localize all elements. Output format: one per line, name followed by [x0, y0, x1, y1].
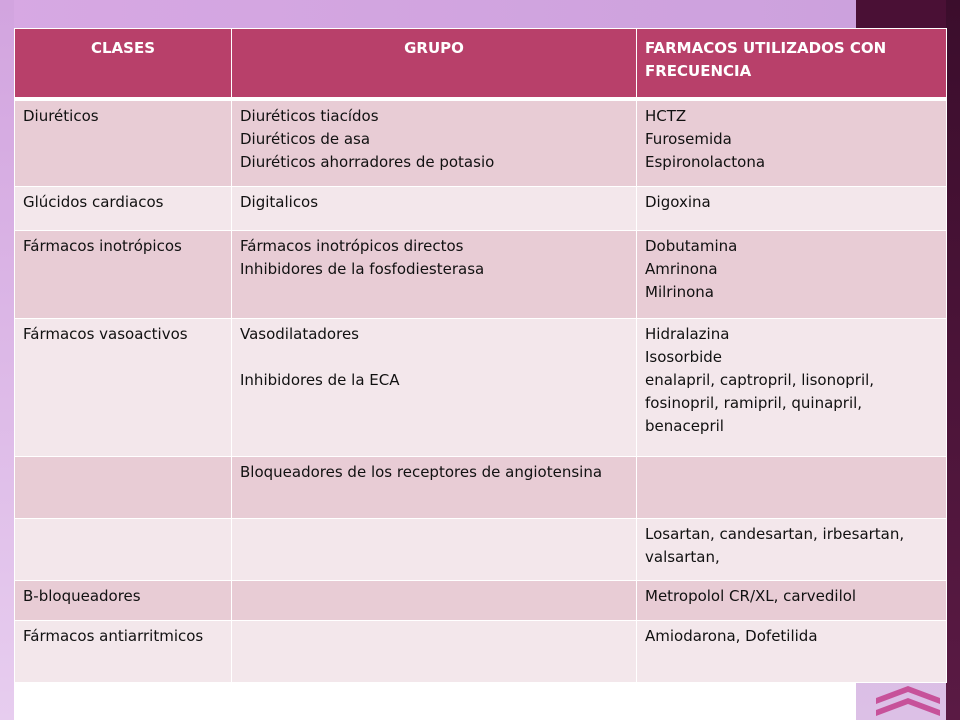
cell-clase: [15, 99, 232, 187]
cell-clase: [15, 231, 232, 319]
cell-spacer: [240, 346, 628, 369]
drug-classes-table: [14, 28, 947, 683]
cell-grupo: [232, 99, 637, 187]
cell-line: Fármacos inotrópicos: [23, 237, 182, 255]
cell-line: Inhibidores de la fosfodiesterasa: [240, 260, 485, 278]
cell-line: Glúcidos cardiacos: [23, 193, 164, 211]
cell-grupo: [232, 519, 637, 581]
cell-line: Metropolol CR/XL, carvedilol: [645, 587, 857, 605]
cell-line: Diuréticos ahorradores de potasio: [240, 152, 495, 171]
header-clases: CLASES: [15, 29, 232, 99]
cell-clase: [15, 581, 232, 621]
cell-line: Bloqueadores de los receptores de angiotensina: [240, 463, 603, 481]
cell-clase: [15, 621, 232, 683]
header-farmacos: FARMACOS UTILIZADOS CON FRECUENCIA: [637, 29, 947, 99]
cell-line: Espironolactona: [645, 152, 766, 171]
cell-line: HCTZ: [645, 106, 687, 125]
cell-line: Amiodarona, Dofetilida: [645, 627, 818, 645]
cell-clase: [15, 457, 232, 519]
cell-line: Amrinona: [645, 260, 718, 278]
cell-grupo: [232, 457, 637, 519]
cell-line: B-bloqueadores: [23, 587, 141, 605]
cell-line: Hidralazina: [645, 325, 730, 343]
cell-farmacos: [637, 581, 947, 621]
table-row: [15, 621, 947, 683]
cell-line: Furosemida: [645, 129, 732, 148]
cell-grupo: [232, 319, 637, 457]
cell-farmacos: [637, 187, 947, 231]
cell-line: Fármacos inotrópicos directos: [240, 237, 464, 255]
cell-line: Vasodilatadores: [240, 325, 359, 343]
slide-dark-corner: [856, 0, 960, 28]
cell-farmacos: [637, 519, 947, 581]
table-row: [15, 519, 947, 581]
cell-grupo: [232, 231, 637, 319]
slide-left-band: [0, 0, 14, 720]
table-row: [15, 457, 947, 519]
chevron-stack-icon: [868, 684, 948, 720]
table-row: [15, 581, 947, 621]
cell-farmacos: [637, 99, 947, 187]
cell-clase: [15, 519, 232, 581]
cell-line: Diuréticos: [23, 106, 99, 125]
table-row: [15, 231, 947, 319]
cell-farmacos: [637, 457, 947, 519]
cell-farmacos: [637, 231, 947, 319]
cell-line: Fármacos vasoactivos: [23, 325, 188, 343]
cell-line: Isosorbide: [645, 348, 723, 366]
cell-line: Digitalicos: [240, 193, 319, 211]
cell-line: Fármacos antiarritmicos: [23, 627, 204, 645]
cell-farmacos: [637, 621, 947, 683]
cell-farmacos: [637, 319, 947, 457]
cell-line: Dobutamina: [645, 237, 738, 255]
table-row: [15, 99, 947, 187]
cell-grupo: [232, 187, 637, 231]
cell-line: Inhibidores de la ECA: [240, 371, 400, 389]
cell-line: Digoxina: [645, 193, 711, 211]
header-grupo: GRUPO: [232, 29, 637, 99]
table-row: [15, 187, 947, 231]
cell-line: enalapril, captropril, lisonopril, fosinopril, ramipril, quinapril, benacepril: [645, 371, 875, 435]
cell-line: Losartan, candesartan, irbesartan, valsartan,: [645, 525, 905, 566]
slide-dark-strip: [946, 0, 960, 720]
slide-top-band: [0, 0, 960, 28]
cell-line: Diuréticos tiacídos: [240, 106, 379, 125]
cell-grupo: [232, 581, 637, 621]
cell-line: Milrinona: [645, 283, 714, 301]
table-header-row: [15, 29, 947, 99]
cell-grupo: [232, 621, 637, 683]
cell-line: Diuréticos de asa: [240, 129, 371, 148]
table-row: [15, 319, 947, 457]
cell-clase: [15, 187, 232, 231]
cell-clase: [15, 319, 232, 457]
